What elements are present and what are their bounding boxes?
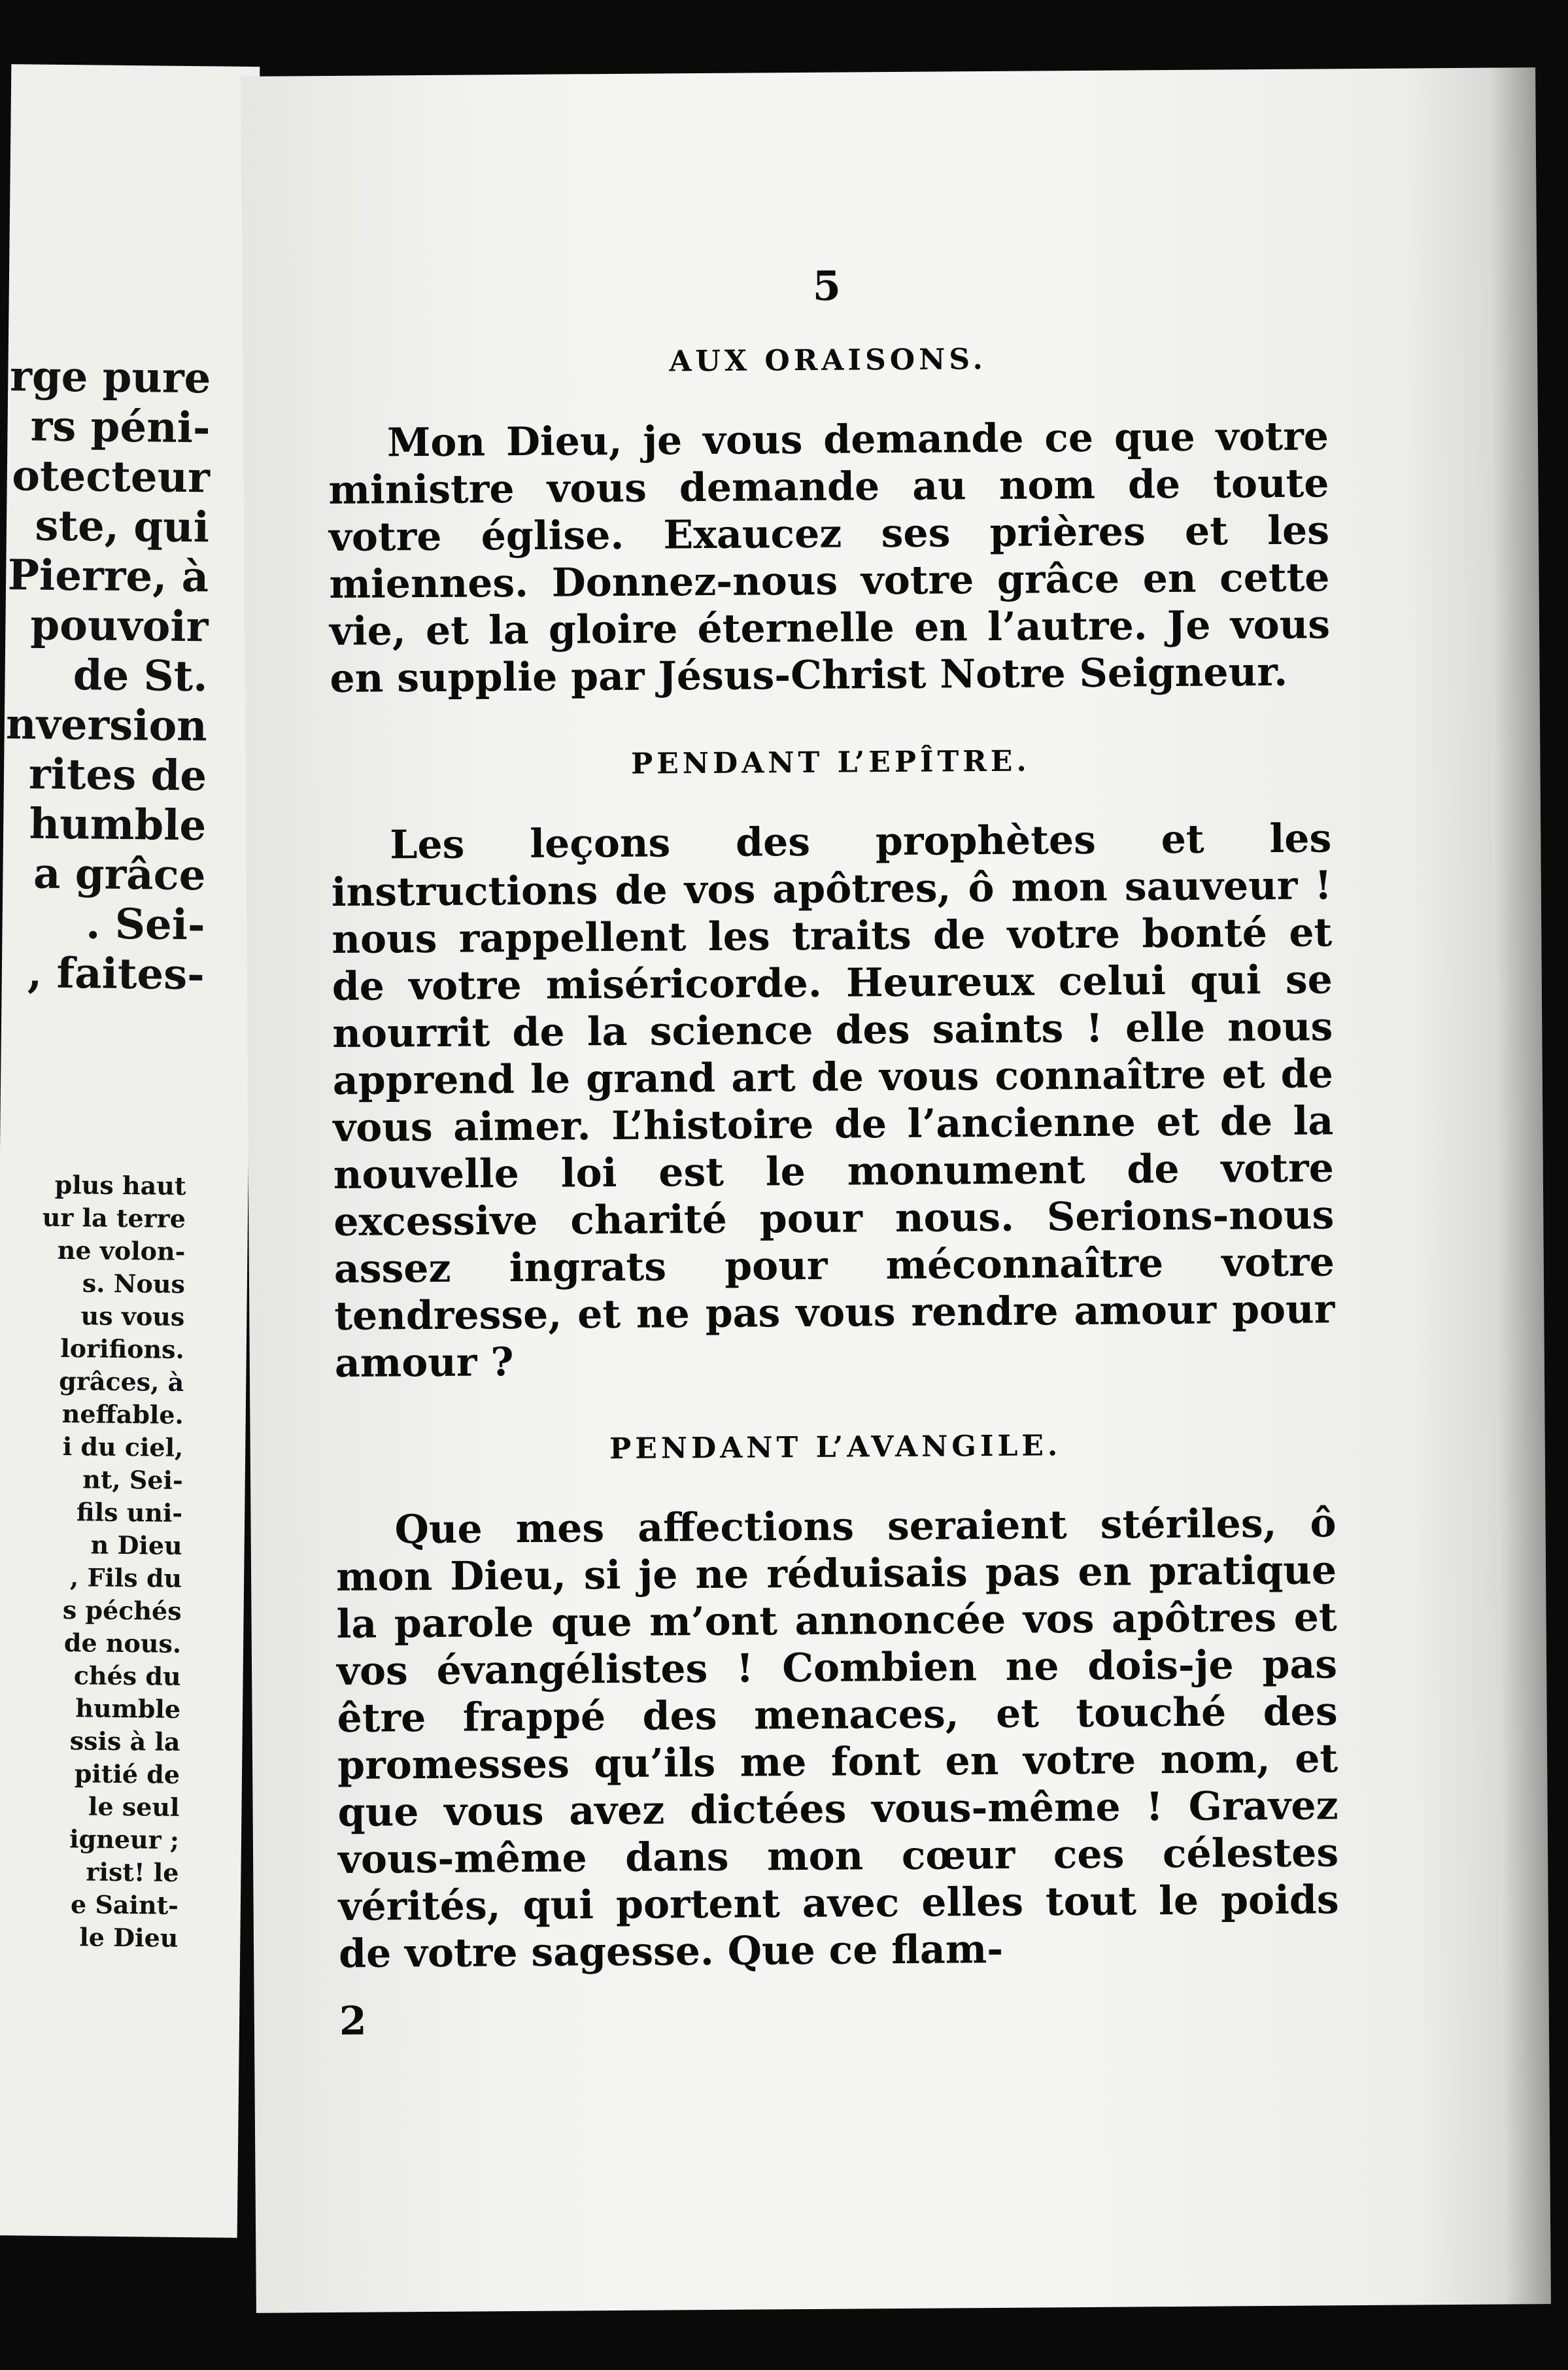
left-page-line-small: n Dieu <box>90 1530 182 1560</box>
left-page-line-small: ur la terre <box>42 1202 186 1233</box>
left-page-line-small: humble <box>75 1693 181 1724</box>
page-edge-shadow <box>1490 67 1551 2304</box>
left-page-line: otecteur <box>11 451 211 503</box>
left-page-line-small: e Saint- <box>70 1889 179 1920</box>
heading-evangile: PENDANT L’AVANGILE. <box>609 1429 1062 1466</box>
right-page <box>241 67 1551 2313</box>
left-page-line-small: lorifions. <box>60 1333 185 1364</box>
left-page-line-small: chés du <box>73 1660 181 1691</box>
left-page-line-small: , Fils du <box>69 1562 182 1593</box>
left-facing-page <box>0 64 260 2238</box>
left-page-line-small: ssis à la <box>69 1726 180 1757</box>
paragraph-epitre: Les leçons des prophètes et les instructions de vos apôtres, ô mon sauveur ! nous rappellent les traits de votre bonté et de votre miséricorde. Heureux celui qui se nourrit de la science des saints ! elle nous apprend le grand art de vous connaître et de vous aimer. L’histoire de l’ancienne et de la nouvelle loi est le monument de votre excessive charité pour nous. Serions-nous assez ingrats pour méconnaître votre tendresse, et ne pas vous rendre amour pour amour ? <box>331 816 1335 1386</box>
left-page-line: humble <box>29 799 207 851</box>
signature-mark: 2 <box>339 1998 367 2044</box>
left-page-line-small: nt, Sei- <box>82 1464 183 1495</box>
left-page-line-small: pitié de <box>74 1759 180 1789</box>
left-page-line-small: s. Nous <box>82 1268 186 1299</box>
page-number: 5 <box>812 262 843 310</box>
left-page-line: rites de <box>28 749 207 801</box>
left-page-line: de St. <box>73 651 208 702</box>
left-page-line: pouvoir <box>30 600 209 652</box>
heading-epitre: PENDANT L’EPÎTRE. <box>631 744 1031 781</box>
page-content <box>327 258 1340 2044</box>
left-page-line: a grâce <box>33 849 206 901</box>
left-page-line: . Sei- <box>85 899 206 950</box>
left-page-line-small: igneur ; <box>69 1824 180 1855</box>
left-page-line-small: ne volon- <box>57 1235 186 1266</box>
left-page-line-small: de nous. <box>63 1628 182 1658</box>
left-page-line: rs péni- <box>30 402 211 453</box>
paragraph-oraisons: Mon Dieu, je vous demande ce que votre ministre vous demande au nom de toute votre église. Exaucez ses prières et les miennes. Donnez-nous votre grâce en cette vie, et la gloire éternelle en l’autre. Je vous en supplie par Jésus-Christ Notre Seigneur. <box>328 413 1331 702</box>
left-page-line-small: us vous <box>80 1301 185 1331</box>
left-page-line: ste, qui <box>35 501 210 553</box>
left-page-line: , faites- <box>27 948 205 1000</box>
left-page-line-small: s péchés <box>62 1595 182 1626</box>
left-page-line: Pierre, à <box>7 551 209 602</box>
left-page-line-small: i du ciel, <box>62 1432 184 1462</box>
left-page-line-small: grâces, à <box>59 1365 184 1397</box>
left-page-line-small: neffable. <box>61 1399 184 1430</box>
heading-oraisons: AUX ORAISONS. <box>669 343 987 379</box>
left-page-line: nversion <box>5 700 208 751</box>
left-page-line-small: plus haut <box>54 1169 186 1201</box>
left-page-line-small: fils uni- <box>76 1497 183 1528</box>
left-page-line: rge pure <box>9 352 211 404</box>
left-page-line-small: le seul <box>88 1791 180 1822</box>
left-page-line-small: le Dieu <box>79 1922 179 1953</box>
left-page-line-small: rist! le <box>86 1857 179 1887</box>
paragraph-evangile: Que mes affections seraient stériles, ô mon Dieu, si je ne réduisais pas en pratique la parole que m’ont annoncée vos apôtres et vos évangélistes ! Combien ne dois-je pas être frappé des menaces, et touché des promesses qu’ils me font en votre nom, et que vous avez dictées vous-même ! Gravez vous-même dans mon cœur ces célestes vérités, qui portent avec elles tout le poids de votre sagesse. Que ce flam- <box>335 1500 1339 1977</box>
